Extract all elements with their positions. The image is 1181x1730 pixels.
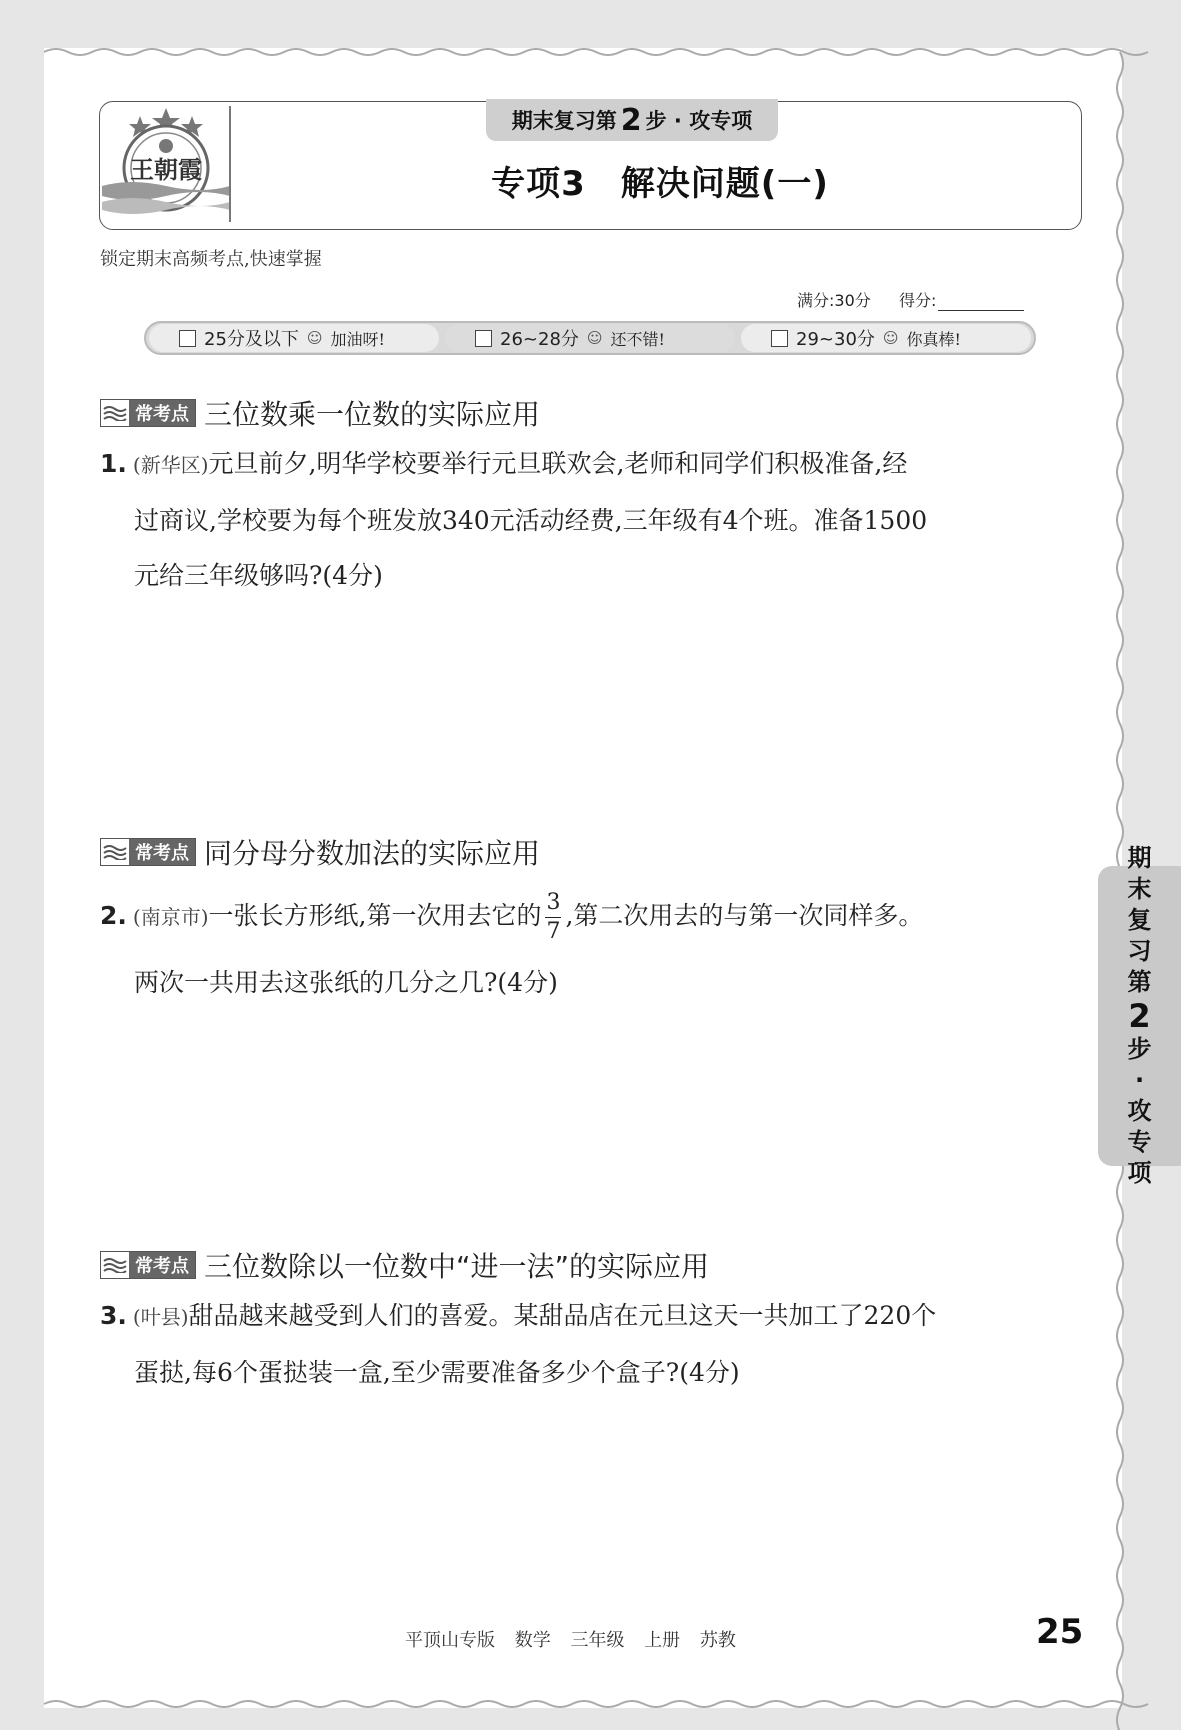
section-heading-1	[100, 393, 540, 433]
rating-comment: 你真棒!	[906, 329, 961, 349]
rating-option-low[interactable]	[149, 324, 439, 352]
section-title: 三位数除以一位数中“进一法”的实际应用	[204, 1250, 710, 1283]
side-tab-char: 第	[1127, 968, 1152, 996]
key-point-badge	[100, 1251, 196, 1279]
smiley-icon: ☺	[882, 329, 899, 347]
side-tab-char: 复	[1127, 906, 1152, 934]
question-source: (新华区)	[132, 453, 209, 477]
section-title: 同分母分数加法的实际应用	[204, 837, 541, 870]
question-text-line: 两次一共用去这张纸的几分之几?(4分)	[134, 968, 558, 997]
section-heading-3	[100, 1245, 709, 1285]
score-blank[interactable]	[938, 296, 1024, 311]
rating-option-high[interactable]	[741, 324, 1031, 352]
score-line	[797, 288, 1024, 311]
question-text-line: ,第二次用去的与第一次同样多。	[565, 901, 924, 930]
question-source: (叶县)	[132, 1305, 189, 1329]
rating-checkbox[interactable]	[179, 330, 196, 347]
wave-icon	[101, 402, 129, 424]
banner-text-pre: 期末复习第	[511, 109, 617, 133]
section-heading-2	[100, 832, 540, 872]
fraction-denominator: 7	[546, 919, 561, 945]
brand-logo	[100, 104, 232, 224]
side-tab-char: 末	[1127, 875, 1152, 903]
side-tab-char: ·	[1134, 1066, 1145, 1094]
banner-text-post: 步 · 攻专项	[645, 109, 753, 133]
rating-range: 29~30分	[796, 329, 875, 350]
side-tab-char: 步	[1127, 1035, 1152, 1063]
wave-icon	[101, 841, 129, 863]
side-tab-char: 习	[1127, 937, 1152, 965]
banner-step-number: 2	[620, 102, 642, 138]
full-score-label: 满分:30分	[797, 291, 871, 310]
key-point-label: 常考点	[129, 400, 195, 426]
wave-icon	[101, 1254, 129, 1276]
question-1	[100, 436, 1085, 603]
side-tab-number: 2	[1128, 997, 1151, 1035]
key-point-label: 常考点	[129, 1252, 195, 1278]
side-tab-char: 攻	[1127, 1097, 1152, 1125]
side-tab-char: 专	[1127, 1128, 1152, 1156]
question-number: 2.	[100, 901, 127, 930]
section-title: 三位数乘一位数的实际应用	[204, 398, 541, 431]
smiley-icon: ☺	[306, 329, 323, 347]
question-number: 1.	[100, 449, 127, 478]
rating-checkbox[interactable]	[771, 330, 788, 347]
question-text-line: 元给三年级够吗?(4分)	[134, 561, 383, 590]
question-text-line: 甜品越来越受到人们的喜爱。某甜品店在元旦这天一共加工了220个	[188, 1301, 937, 1330]
question-text-line: 元旦前夕,明华学校要举行元旦联欢会,老师和同学们积极准备,经	[208, 449, 908, 478]
smiley-icon: ☺	[586, 329, 603, 347]
question-text-line: 蛋挞,每6个蛋挞装一盒,至少需要准备多少个盒子?(4分)	[134, 1358, 740, 1387]
score-label: 得分:	[898, 291, 937, 310]
question-text-line: 一张长方形纸,第一次用去它的	[208, 901, 542, 930]
side-tab[interactable]	[1098, 844, 1181, 1187]
key-point-label: 常考点	[129, 839, 195, 865]
side-tab-char: 项	[1127, 1159, 1152, 1187]
question-3	[100, 1288, 1085, 1400]
key-point-badge	[100, 838, 196, 866]
rating-comment: 加油呀!	[330, 329, 385, 349]
key-point-badge	[100, 399, 196, 427]
question-number: 3.	[100, 1301, 127, 1330]
rating-comment: 还不错!	[610, 329, 665, 349]
rating-checkbox[interactable]	[475, 330, 492, 347]
rating-range: 26~28分	[500, 329, 579, 350]
fraction	[544, 889, 562, 945]
svg-text:王朝霞: 王朝霞	[130, 155, 202, 184]
rating-option-mid[interactable]	[445, 324, 735, 352]
logo-divider	[229, 106, 231, 222]
side-tab-char: 期	[1127, 844, 1152, 872]
rating-range: 25分及以下	[204, 329, 299, 350]
page-number: 25	[1036, 1612, 1084, 1652]
question-source: (南京市)	[132, 905, 209, 929]
fraction-numerator: 3	[546, 889, 561, 915]
tagline: 锁定期末高频考点,快速掌握	[100, 249, 322, 270]
question-2	[100, 886, 1085, 1010]
question-text-line: 过商议,学校要为每个班发放340元活动经费,三年级有4个班。准备1500	[134, 506, 928, 535]
footer-edition: 平顶山专版 数学 三年级 上册 苏教	[405, 1630, 736, 1651]
page-title: 专项3 解决问题(一)	[491, 164, 829, 204]
rating-bar	[144, 321, 1036, 355]
fraction-bar	[545, 917, 561, 919]
step-banner	[486, 99, 778, 141]
